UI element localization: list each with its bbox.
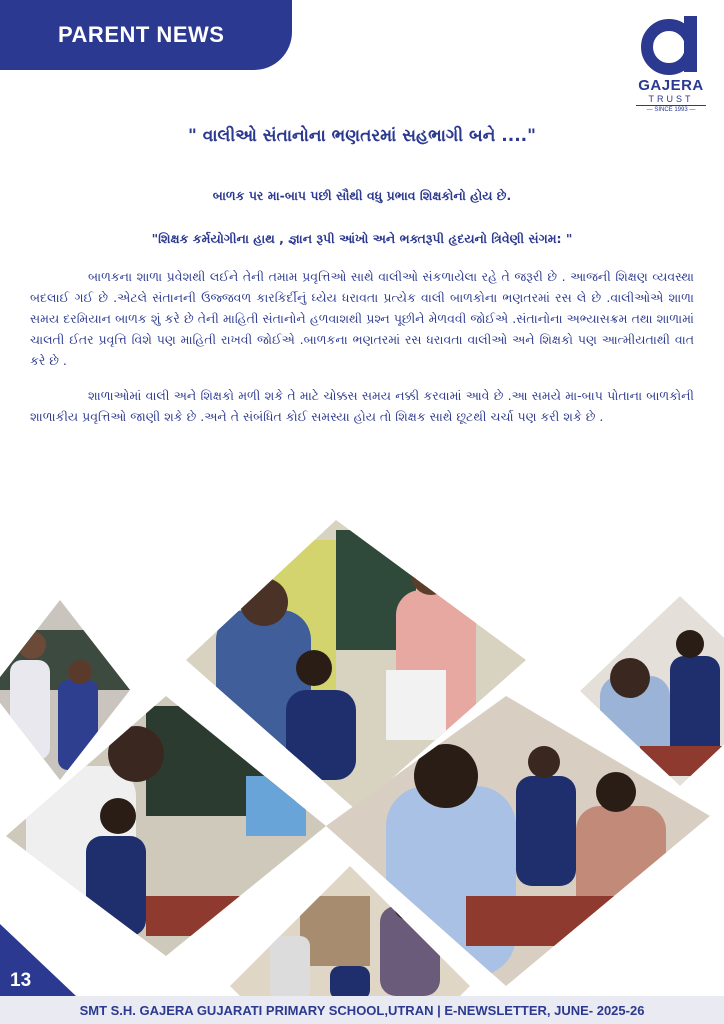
footer-text: SMT S.H. GAJERA GUJARATI PRIMARY SCHOOL,UTRAN | E-NEWSLETTER, JUNE- 2025-26 [79, 1002, 645, 1018]
article-paragraph-2: શાળાઓમાં વાલી અને શિક્ષકો મળી શકે તે માટે ચોક્કસ સમય નક્કી કરવામાં આવે છે .આ સમયે મા-બાપ પોતાના બાળકોની શાળાકીય પ્રવૃત્તિઓ જાણી શકે છે .અને તે સંબંધિત કોઈ સમસ્યા હોય તો શિક્ષક સાથે છૂટથી ચર્ચા પણ કરી શકે છે . [30, 388, 694, 424]
page-number: 13 [10, 970, 32, 991]
article-line-2: "શિક્ષક કર્મયોગીના હાથ , જ્ઞાન રૂપી આંખો અને ભક્તરૂપી હૃદયનો ત્રિવેણી સંગમ: " [151, 231, 573, 246]
article-line-1: બાળક પર મા-બાપ પછી સૌથી વધુ પ્રભાવ શિક્ષકોનો હોય છે. [212, 188, 512, 203]
gajera-logo-mark-icon [636, 12, 706, 76]
photo-diamond-bottom-center [230, 866, 470, 1000]
article-paragraph-1: બાળકના શાળા પ્રવેશથી લઈને તેની તમામ પ્રવૃત્તિઓ સાથે વાલીઓ સંકળાયેલા રહે તે જરૂરી છે . આજની શિક્ષણ વ્યવસ્થા બદલાઈ ગઈ છે .એટલે સંતાનની ઉજ્જવળ કારકિર્દીનું ધ્યેય ધરાવતા પ્રત્યેક વાલી બાળકોના ભણતરમાં રસ લે છે .વાલીઓએ શાળા સમય દરમિયાન બાળક શું કરે છે તેની માહિતી સંતાનોને હળવાશથી પ્રશ્ન પૂછીને મેળવવી જોઈએ .સંતાનોના અભ્યાસક્રમ તથા શાળામાં ચાલતી ઈતર પ્રવૃત્તિ વિશે પણ માહિતી રાખવી જોઈએ .બાળકના ભણતરમાં રસ ધરાવતા વાલીઓ અને શિક્ષકો પણ આત્મીયતાથી વાત કરે છે . [30, 269, 694, 368]
header-title: PARENT NEWS [58, 22, 225, 47]
footer-bar [0, 996, 724, 1024]
article-title: " વાલીઓ સંતાનોના ભણતરમાં સહભાગી બને ...." [188, 126, 536, 146]
header-tab [0, 0, 292, 70]
gajera-trust-logo [630, 12, 712, 115]
logo-since: — SINCE 1993 — [636, 105, 706, 115]
logo-sub: TRUST [648, 94, 694, 104]
logo-name: GAJERA [638, 77, 704, 94]
